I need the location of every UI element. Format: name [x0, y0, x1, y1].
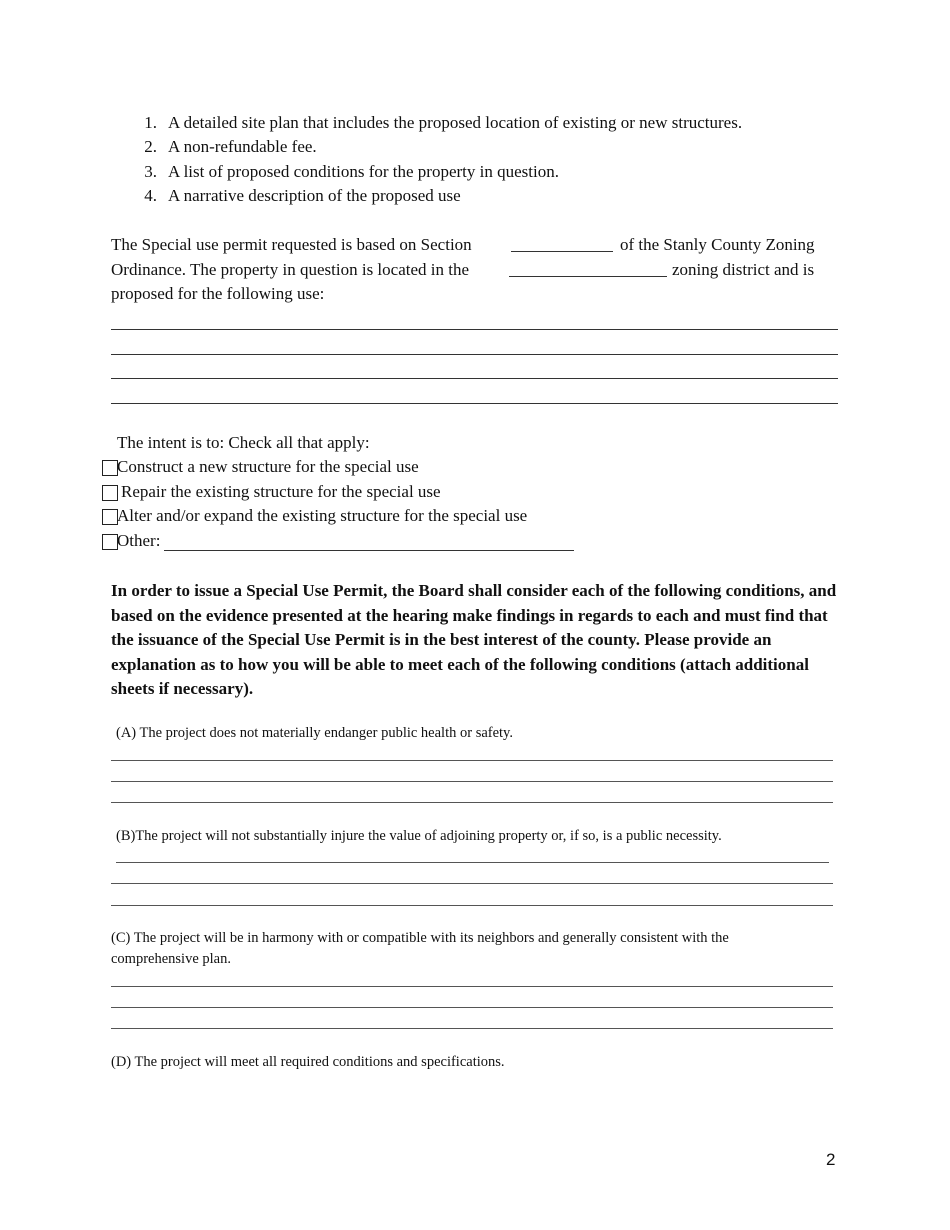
other-blank[interactable]: [164, 550, 574, 551]
answer-line[interactable]: [111, 760, 833, 761]
list-number: 2.: [144, 137, 157, 156]
list-number: 1.: [144, 113, 157, 132]
permit-line-3: proposed for the following use:: [111, 284, 325, 303]
condition-a: (A) The project does not materially endanger public health or safety.: [116, 725, 513, 741]
answer-line[interactable]: [111, 403, 838, 404]
answer-line[interactable]: [111, 905, 833, 906]
checkbox-label: Construct a new structure for the special use: [117, 457, 419, 476]
checkbox-label: Repair the existing structure for the special use: [121, 482, 441, 501]
list-item: A list of proposed conditions for the property in question.: [168, 162, 559, 181]
permit-line-2b: zoning district and is: [672, 260, 815, 279]
permit-line-1b: of the Stanly County Zoning: [620, 235, 815, 254]
condition-d: (D) The project will meet all required conditions and specifications.: [111, 1054, 505, 1070]
intent-heading: The intent is to: Check all that apply:: [117, 433, 370, 452]
answer-line[interactable]: [116, 862, 829, 863]
checkbox[interactable]: [102, 460, 118, 476]
list-number: 4.: [144, 186, 157, 205]
answer-line[interactable]: [111, 802, 833, 803]
answer-line[interactable]: [111, 354, 838, 355]
list-item: A detailed site plan that includes the proposed location of existing or new structures.: [168, 113, 743, 132]
list-number: 3.: [144, 162, 157, 181]
list-item: A non-refundable fee.: [168, 137, 317, 156]
checkbox[interactable]: [102, 485, 118, 501]
zoning-district-blank[interactable]: [509, 276, 667, 277]
answer-line[interactable]: [111, 986, 833, 987]
condition-c: (C) The project will be in harmony with or compatible with its neighbors and generally consistent with the comprehensive plan.: [111, 930, 729, 967]
page-number: 2: [826, 1150, 836, 1169]
checkbox-label: Other:: [117, 531, 161, 550]
answer-line[interactable]: [111, 329, 838, 330]
checkbox[interactable]: [102, 509, 118, 525]
permit-line-1a: The Special use permit requested is based on Section: [111, 235, 472, 254]
list-item: A narrative description of the proposed use: [168, 186, 461, 205]
checkbox-label: Alter and/or expand the existing structure for the special use: [117, 506, 528, 525]
instructions-paragraph: In order to issue a Special Use Permit, the Board shall consider each of the following conditions, and based on the evidence presented at the hearing make findings in regards to each and must find that the issuance of the Special Use Permit is in the best interest of the county. Please provide an explanation as to how you will be able to meet each of the following conditions (attach additional sheets if necessary).: [111, 581, 837, 699]
answer-line[interactable]: [111, 1007, 833, 1008]
answer-line[interactable]: [111, 378, 838, 379]
section-blank[interactable]: [511, 251, 613, 252]
answer-line[interactable]: [111, 1028, 833, 1029]
permit-line-2a: Ordinance. The property in question is located in the: [111, 260, 470, 279]
answer-line[interactable]: [111, 781, 833, 782]
checkbox[interactable]: [102, 534, 118, 550]
condition-b: (B)The project will not substantially injure the value of adjoining property or, if so, is a public necessity.: [116, 828, 722, 844]
answer-line[interactable]: [111, 883, 833, 884]
